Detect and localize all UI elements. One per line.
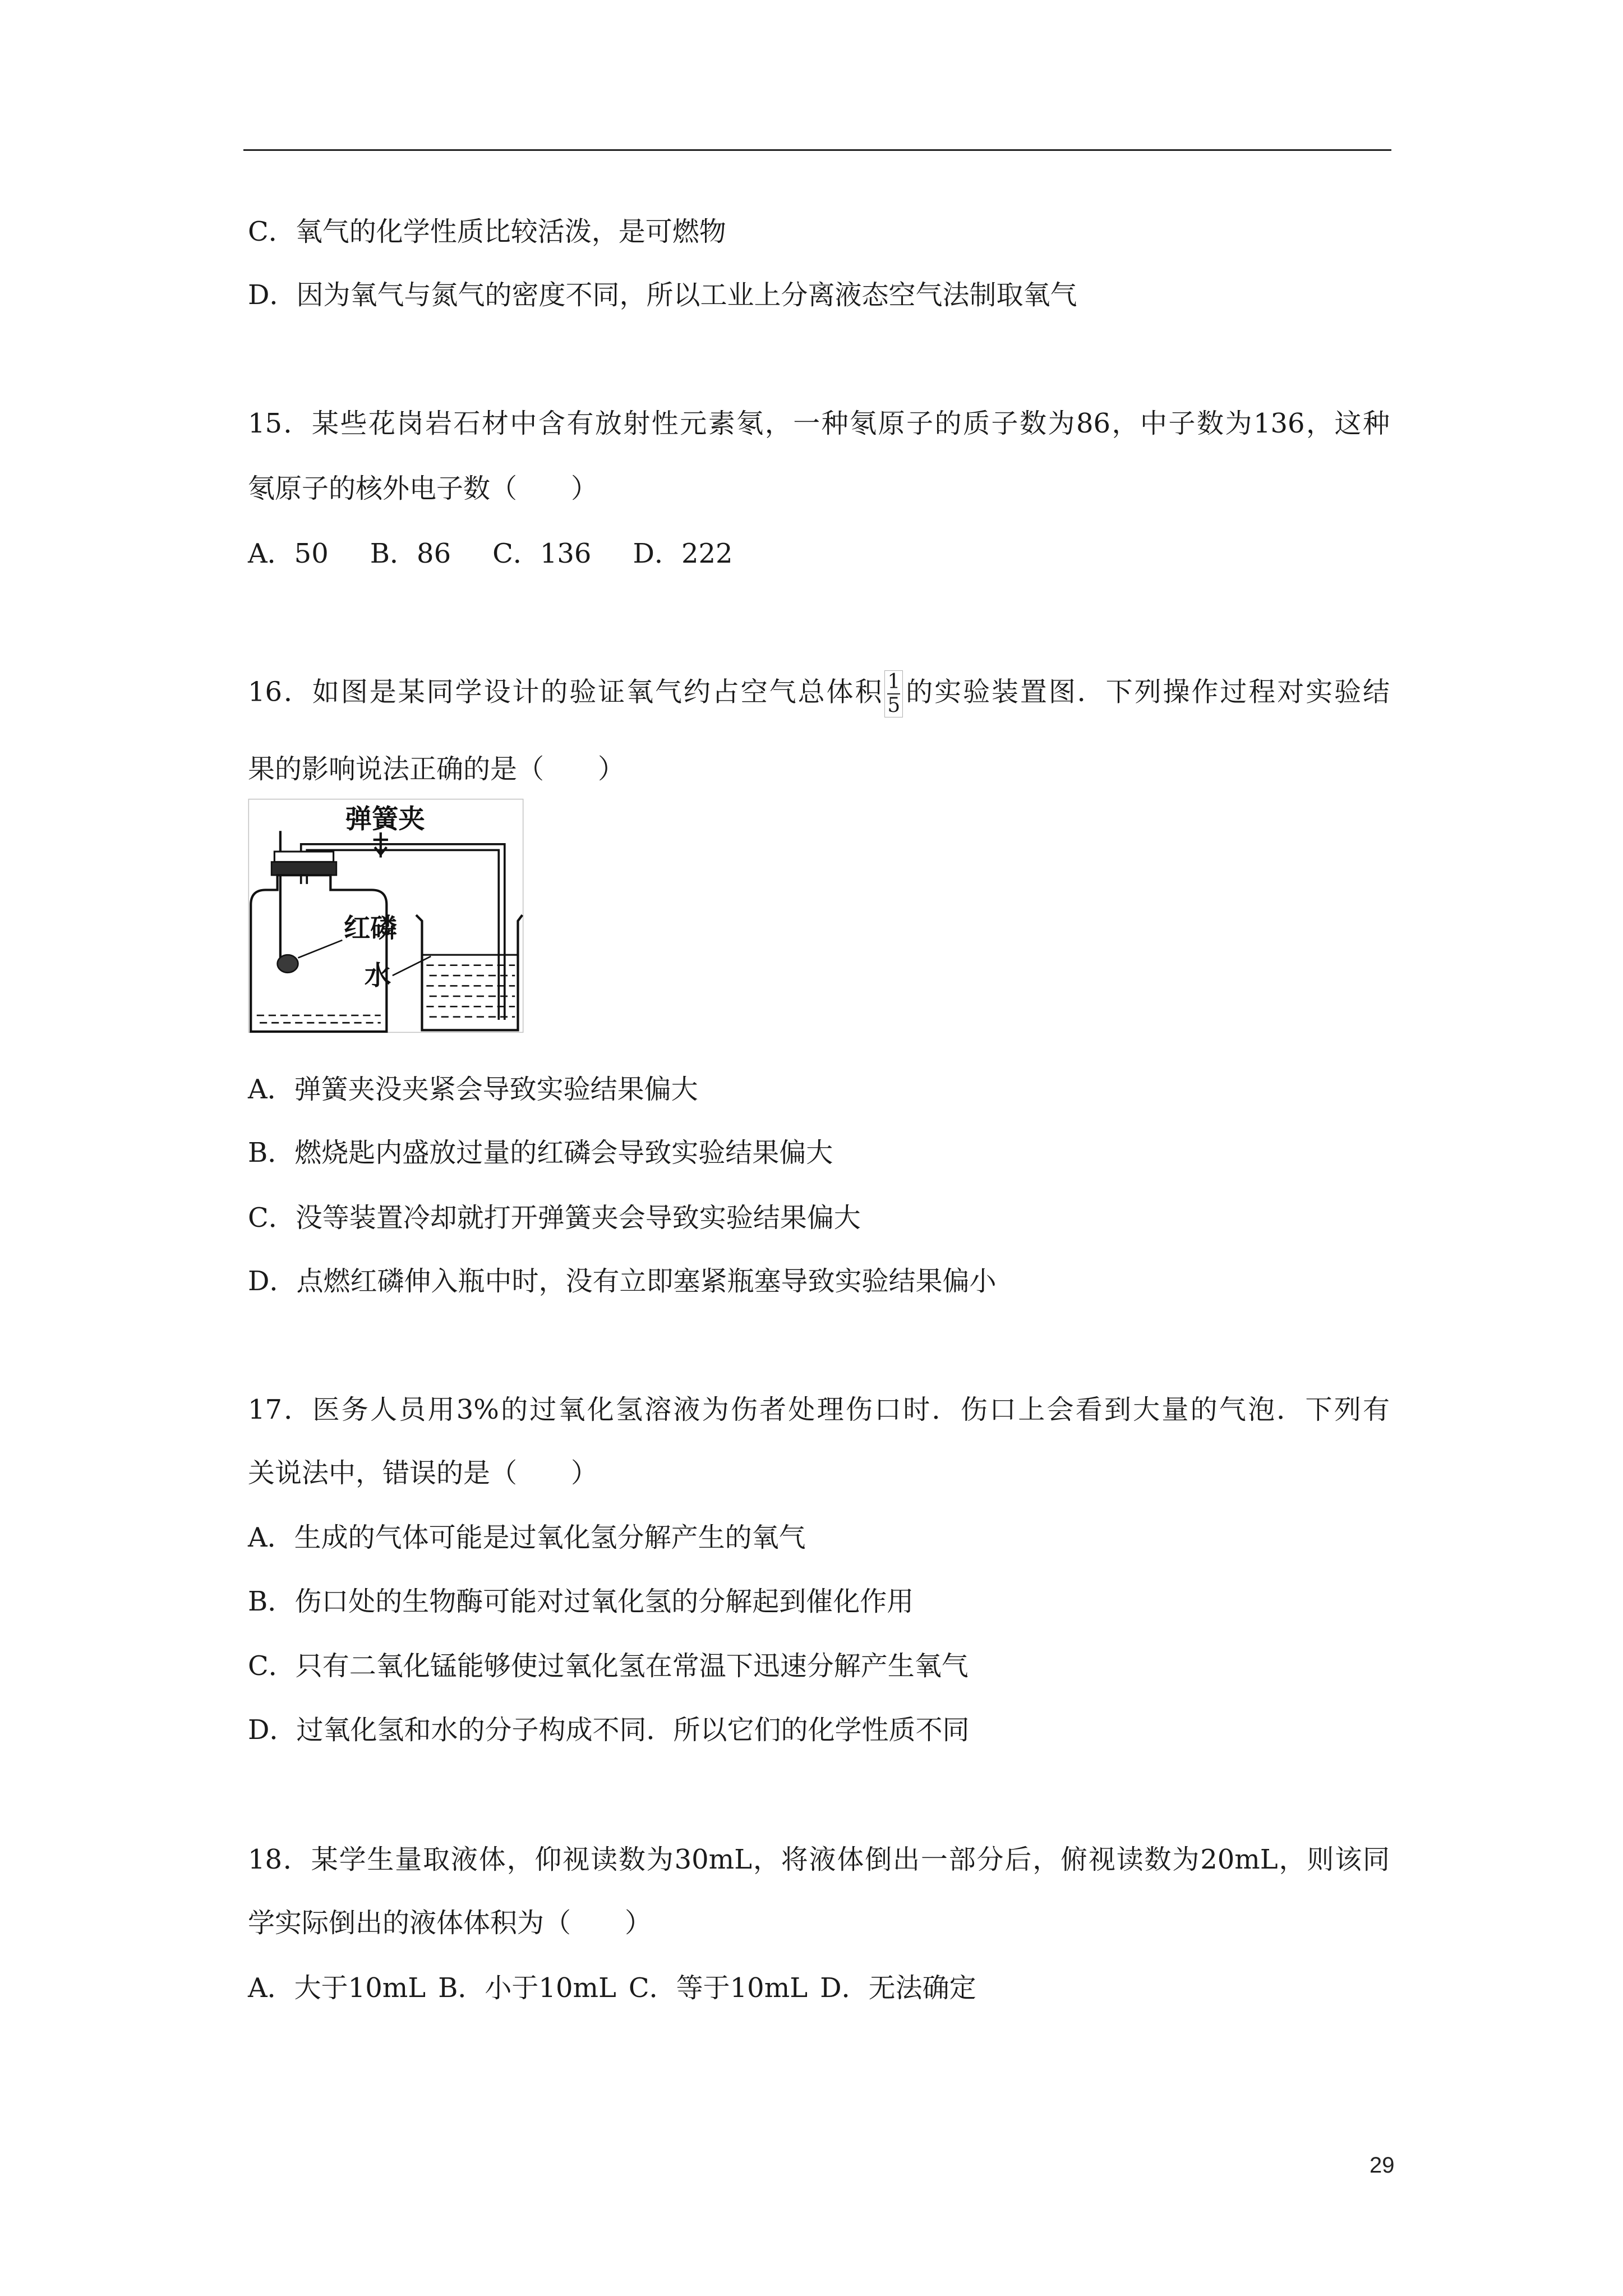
q14-option-c: C．氧气的化学性质比较活泼，是可燃物 [248, 216, 726, 247]
q16-stem-line2: 果的影响说法正确的是（ ） [248, 753, 625, 785]
q18-stem-line2: 学实际倒出的液体体积为（ ） [248, 1907, 652, 1939]
q17-option-a: A．生成的气体可能是过氧化氢分解产生的氧气 [248, 1522, 806, 1553]
q15-options [248, 537, 774, 570]
q16-option-b: B．燃烧匙内盛放过量的红磷会导致实验结果偏大 [248, 1137, 833, 1168]
beaker [416, 915, 522, 1030]
q16-stem-before-fraction: 16．如图是某同学设计的验证氧气约占空气总体积 [248, 676, 884, 708]
label-water: 水 [364, 960, 391, 991]
q15-option-a: A．50 [248, 538, 329, 569]
fraction-denominator: 5 [887, 694, 901, 717]
q18-option-c: C．等于10mL [628, 1972, 808, 2004]
q16-apparatus-figure [248, 798, 524, 1033]
q15-option-c: C．136 [492, 538, 592, 569]
q17-option-c: C．只有二氧化锰能够使过氧化氢在常温下迅速分解产生氧气 [248, 1650, 969, 1682]
gas-bottle [251, 875, 386, 1032]
q16-stem-line1 [248, 670, 1390, 717]
q16-option-d: D．点燃红磷伸入瓶中时，没有立即塞紧瓶塞导致实验结果偏小 [248, 1266, 997, 1297]
q18-option-b: B．小于10mL [438, 1972, 616, 2004]
q15-stem-line1: 15．某些花岗岩石材中含有放射性元素氡，一种氡原子的质子数为86，中子数为136，这种 [248, 408, 1390, 439]
q18-option-d: D．无法确定 [820, 1972, 976, 2004]
q14-option-d: D．因为氧气与氮气的密度不同，所以工业上分离液态空气法制取氧气 [248, 279, 1077, 311]
q15-option-d: D．222 [633, 538, 733, 569]
q17-option-b: B．伤口处的生物酶可能对过氧化氢的分解起到催化作用 [248, 1586, 914, 1617]
header-rule [243, 149, 1391, 151]
q16-option-a: A．弹簧夹没夹紧会导致实验结果偏大 [248, 1074, 698, 1105]
stopper-cap [274, 852, 333, 862]
page-number: 29 [1370, 2153, 1395, 2178]
label-spring-clip: 弹簧夹 [345, 803, 425, 835]
q16-fraction [884, 670, 903, 717]
q17-option-d: D．过氧化氢和水的分子构成不同．所以它们的化学性质不同 [248, 1714, 970, 1746]
water-leader-line [393, 956, 431, 976]
q15-stem-line2: 氡原子的核外电子数（ ） [248, 473, 598, 504]
q18-option-a: A．大于10mL [248, 1972, 426, 2004]
q16-option-c: C．没等装置冷却就打开弹簧夹会导致实验结果偏大 [248, 1202, 861, 1234]
q17-stem-line1: 17．医务人员用3%的过氧化氢溶液为伤者处理伤口时．伤口上会看到大量的气泡．下列有 [248, 1394, 1390, 1425]
fraction-numerator: 1 [887, 670, 901, 693]
q18-stem-line1: 18．某学生量取液体，仰视读数为30mL，将液体倒出一部分后，俯视读数为20mL，则该同 [248, 1844, 1390, 1875]
stopper [271, 862, 336, 875]
label-red-phosphorus: 红磷 [344, 913, 397, 944]
q17-stem-line2: 关说法中，错误的是（ ） [248, 1457, 598, 1489]
q18-options [248, 1971, 989, 2005]
phosphorus-leader-line [298, 940, 342, 958]
red-phosphorus-icon [278, 955, 298, 973]
q15-option-b: B．86 [370, 538, 451, 569]
q16-stem-after-fraction: 的实验装置图．下列操作过程对实验结 [904, 676, 1390, 708]
